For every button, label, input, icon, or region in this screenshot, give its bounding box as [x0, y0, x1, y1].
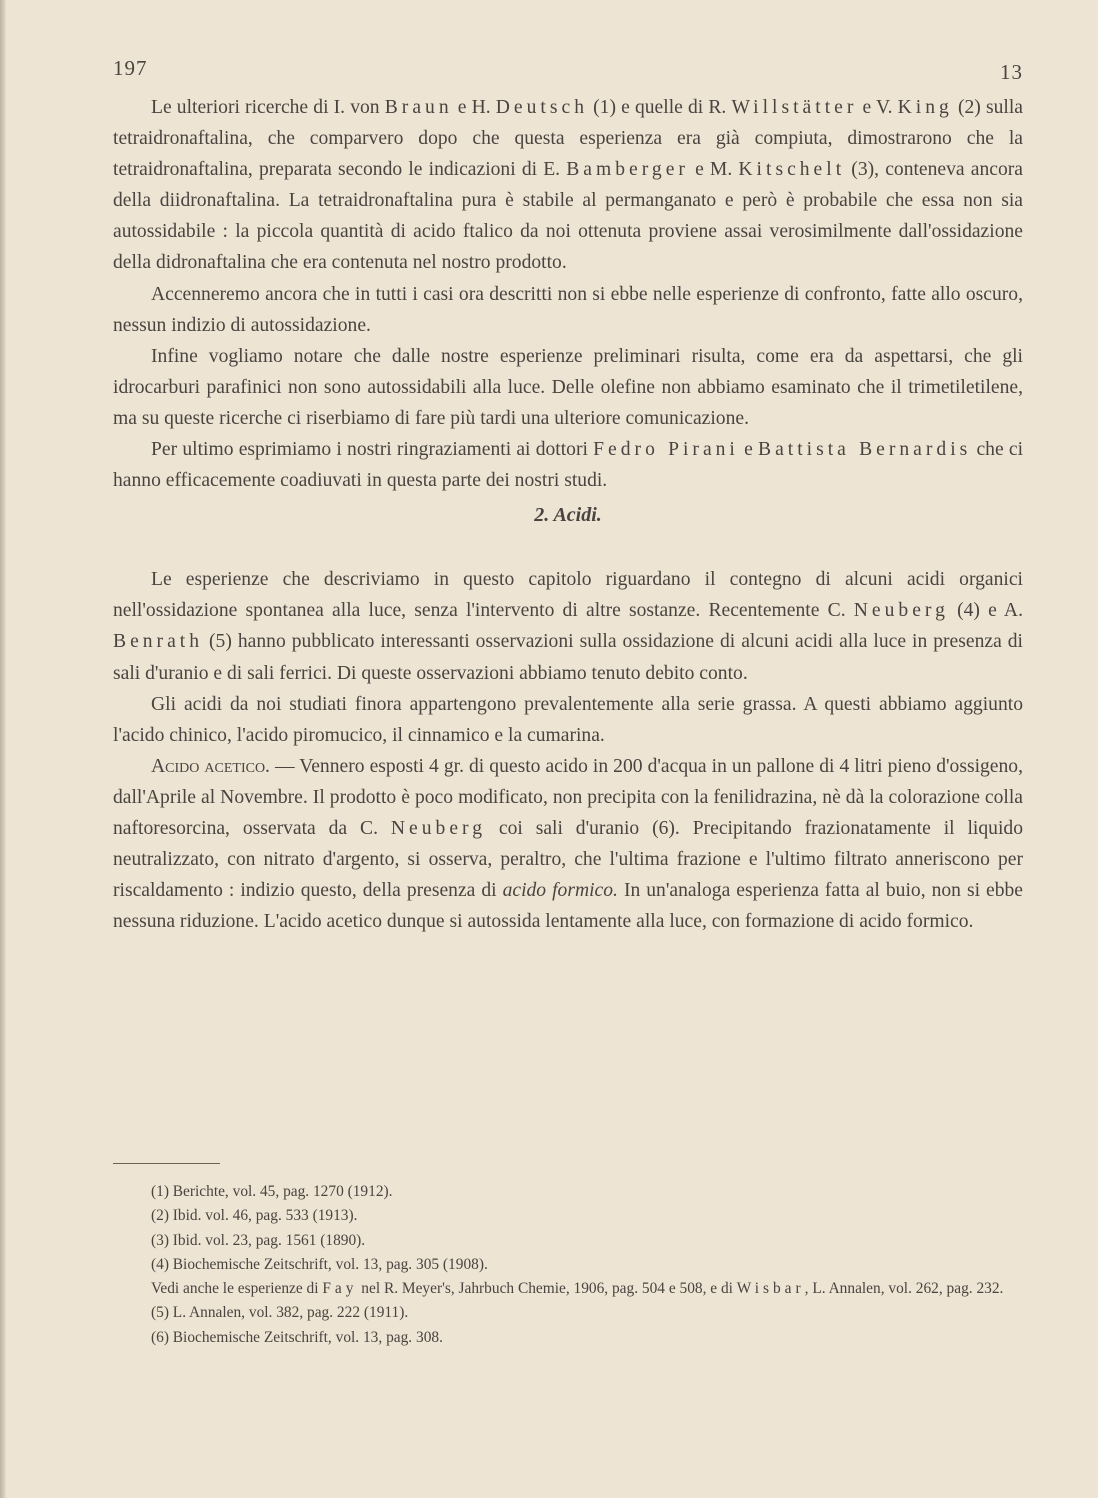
author-name: Deutsch — [495, 97, 588, 118]
author-name: Braun — [384, 97, 453, 118]
paragraph-6: Gli acidi da noi studiati finora appartengono prevalentemente alla serie grassa. A questi abbiamo aggiunto l'acido chinico, l'acido piromucico, il cinnamico e la cumarina. — [113, 693, 1023, 746]
text-run: Vedi anche le esperienze di — [151, 1280, 323, 1298]
paragraph-4 — [113, 434, 1023, 496]
footnote-5: (5) L. Annalen, vol. 382, pag. 222 (1911). — [151, 1304, 409, 1322]
text-run: In un'analoga esperienza fatta al buio, non si ebbe nessuna riduzione. L'acido acetico dunque si autossida lentamente alla luce, con formazione di acido formico. — [113, 880, 1023, 933]
author-name: Neuberg — [390, 817, 486, 839]
paragraph-5 — [113, 564, 1023, 688]
text-run: (2) sulla tetraidronaftalina, che comparvero dopo che questa esperienza era già compiuta, dimostrarono che la tetraidronaftalina, preparata secondo le indicazioni di E. — [113, 97, 1023, 181]
page-number-left: 197 — [113, 56, 148, 80]
person-name: Battista Bernardis — [758, 439, 972, 461]
text-run: coi sali d'uranio (6). Precipitando frazionatamente il liquido neutralizzato, con nitrato d'argento, si osserva, peraltro, che l'ultima frazione e l'ultimo filtrato anneriscono per riscaldamento : indizio questo, della presenza di — [113, 817, 1024, 902]
footnote-2: (2) Ibid. vol. 46, pag. 533 (1913). — [151, 1207, 358, 1225]
text-run: — Vennero esposti 4 gr. di questo acido in 200 d'acqua in un pallone di 4 litri pieno d'ossigeno, dall'Aprile al Novembre. Il prodotto è poco modificato, non precipita con la fenilidrazina, nè dà la colorazione colla naftoresorcina, osservata da C. — [113, 755, 1023, 839]
footnote-rule — [113, 1163, 220, 1164]
text-run: , L. Annalen, vol. 262, pag. 232. — [804, 1280, 1004, 1298]
text-run: (1) e quelle di R. — [588, 97, 732, 118]
page-number-right: 13 — [1000, 60, 1023, 84]
paragraph-2: Accenneremo ancora che in tutti i casi ora descritti non si ebbe nelle esperienze di confronto, fatte allo oscuro, nessun indizio di autossidazione. — [113, 283, 1023, 336]
text-run: Le esperienze che descriviamo in questo capitolo riguardano il contegno di alcuni acidi organici nell'ossidazione spontanea alla luce, senza l'intervento di altre sostanze. Recentemente C. — [113, 569, 1023, 622]
page-header — [113, 56, 1023, 86]
footnotes — [113, 1180, 1023, 1350]
author-name: Wisbar — [736, 1280, 805, 1298]
text-run: (4) e A. — [948, 600, 1023, 622]
author-name: Bamberger — [566, 159, 689, 181]
author-name: Willstätter — [731, 97, 858, 118]
person-name: Fedro Pirani — [593, 439, 739, 461]
page-edge-shadow — [0, 0, 6, 1498]
text-run: (5) hanno pubblicato interessanti osservazioni sulla ossidazione di alcuni acidi alla luce in presenza di sali d'uranio e di sali ferrici. Di queste osservazioni abbiamo tenuto debito conto. — [113, 631, 1023, 684]
footnote-3: (3) Ibid. vol. 23, pag. 1561 (1890). — [151, 1231, 366, 1249]
text-run: e V. — [857, 97, 898, 118]
footnote-4-continued — [113, 1277, 1023, 1301]
subsection-lead: Acido acetico. — [151, 755, 270, 777]
author-name: Neuberg — [853, 600, 949, 622]
text-run: e — [738, 439, 759, 461]
italic-term: acido formico. — [502, 880, 618, 902]
footnote-6: (6) Biochemische Zeitschrift, vol. 13, pag. 308. — [151, 1328, 443, 1346]
author-name: Fay — [322, 1280, 358, 1298]
section-heading: 2. Acidi. — [534, 504, 602, 527]
text-run: Per ultimo esprimiamo i nostri ringraziamenti ai dottori — [151, 439, 594, 461]
text-run: (3), conteneva ancora della diidronaftalina. La tetraidronaftalina pura è stabile al permanganato e però è probabile che essa non sia autossidabile : la piccola quantità di acido ftalico da noi ottenuta proviene assai verosimilmente dall'ossidazione della didronaftalina che era contenuta nel nostro prodotto. — [113, 159, 1023, 274]
paragraph-7 — [113, 751, 1023, 938]
text-run: Le ulteriori ricerche di I. von — [151, 97, 385, 118]
paragraph-3: Infine vogliamo notare che dalle nostre esperienze preliminari risulta, come era da aspettarsi, che gli idrocarburi parafinici non sono autossidabili alla luce. Delle olefine non abbiamo esaminato che il trimetiletilene, ma su queste ricerche ci riserbiamo di fare più tardi una ulteriore comunicazione. — [113, 345, 1023, 429]
text-run: e M. — [688, 159, 739, 181]
author-name: King — [897, 97, 953, 118]
footnote-1: (1) Berichte, vol. 45, pag. 1270 (1912). — [151, 1183, 393, 1200]
text-run: che ci hanno efficacemente coadiuvati in questa parte dei nostri studi. — [113, 439, 1024, 492]
text-run: e H. — [452, 97, 496, 118]
text-run: nel R. Meyer's, Jahrbuch Chemie, 1906, pag. 504 e 508, e di — [357, 1280, 737, 1298]
paragraph-1 — [113, 92, 1023, 279]
author-name: Kitschelt — [738, 159, 846, 181]
author-name: Benrath — [113, 631, 204, 653]
footnote-4: (4) Biochemische Zeitschrift, vol. 13, pag. 305 (1908). — [151, 1255, 488, 1273]
body-text — [113, 92, 1023, 937]
